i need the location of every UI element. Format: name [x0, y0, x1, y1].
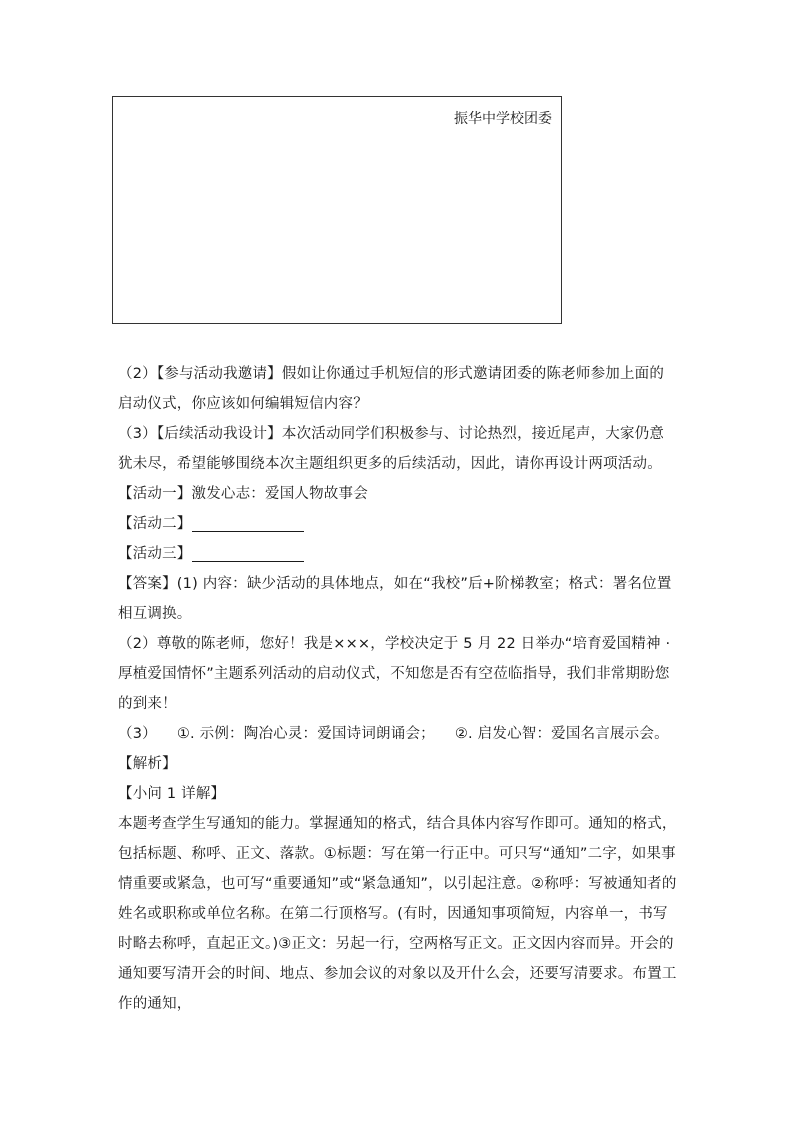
answer-3	[118, 719, 678, 749]
answer-3-b: ②. 启发心智：爱国名言展示会。	[454, 726, 669, 742]
answer-3-number: （3）	[118, 726, 157, 742]
notice-signature: 振华中学校团委	[454, 111, 552, 127]
answer-1: 【答案】(1) 内容：缺少活动的具体地点，如在“我校”后+阶梯教室；格式：署名位置相互调换。	[118, 576, 672, 622]
activity-3-label: 【活动三】	[118, 546, 192, 562]
answer-3-a: ①. 示例：陶冶心灵：爱国诗词朗诵会；	[176, 726, 435, 742]
activity-2-blank	[192, 517, 304, 532]
activity-3-blank	[192, 547, 304, 562]
activity-2-label: 【活动二】	[118, 516, 192, 532]
notice-draft-box	[112, 96, 562, 324]
analysis-label: 【解析】	[118, 756, 177, 772]
sub-question-1-label: 【小问 1 详解】	[118, 786, 226, 802]
answer-2: （2）尊敬的陈老师，您好！我是×××，学校决定于 5 月 22 日举办“培育爱国精神 · 厚植爱国情怀”主题系列活动的启动仪式，不知您是否有空莅临指导，我们非常期盼您的到来！	[118, 636, 671, 712]
activity-1: 【活动一】激发心志：爱国人物故事会	[118, 486, 368, 502]
analysis-text: 本题考查学生写通知的能力。掌握通知的格式，结合具体内容写作即可。通知的格式，包括标题、称呼、正文、落款。①标题：写在第一行正中。可只写“通知”二字，如果事情重要或紧急，也可写“重要通知”或“紧急通知”，以引起注意。②称呼：写被通知者的姓名或职称或单位名称。在第二行顶格写。(有时，因通知事项简短，内容单一，书写时略去称呼，直起正文。)③正文：另起一行，空两格写正文。正文因内容而异。开会的通知要写清开会的时间、地点、参加会议的对象以及开什么会，还要写清要求。布置工作的通知，	[118, 816, 677, 1012]
document-content	[118, 359, 678, 1019]
activity-3	[118, 539, 678, 569]
activity-2	[118, 509, 678, 539]
question-3: （3）【后续活动我设计】本次活动同学们积极参与、讨论热烈，接近尾声，大家仍意犹未尽，希望能够围绕本次主题组织更多的后续活动，因此，请你再设计两项活动。	[118, 426, 665, 472]
question-2: （2）【参与活动我邀请】假如让你通过手机短信的形式邀请团委的陈老师参加上面的启动仪式，你应该如何编辑短信内容？	[118, 366, 665, 412]
